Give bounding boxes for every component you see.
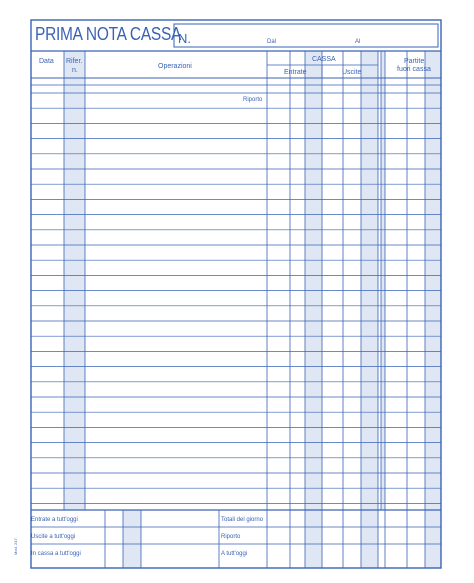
- outer-frame: [31, 20, 441, 568]
- footer-totali-label: Totali del giorno: [221, 517, 264, 523]
- from-label: Dal: [267, 39, 277, 45]
- col-entrate-header: Entrate: [284, 69, 307, 76]
- footer-riporto-label: Riporto: [221, 534, 241, 540]
- riporto-label: Riporto: [243, 97, 263, 103]
- side-code: Mod. 247: [13, 538, 18, 555]
- footer-shade-left: [123, 510, 141, 568]
- shaded-column-3: [425, 51, 441, 510]
- col-data-header: Data: [39, 58, 54, 65]
- shaded-divider-column: [381, 51, 385, 510]
- col-cassa-header: CASSA: [312, 56, 336, 63]
- col-rifer-n-header: n.: [72, 67, 78, 74]
- to-label: Al: [355, 39, 361, 45]
- footer-in-cassa-label: In cassa a tutt'oggi: [31, 551, 81, 557]
- col-operazioni-header: Operazioni: [158, 63, 192, 70]
- number-box: [174, 24, 438, 47]
- shaded-column-1: [305, 51, 322, 510]
- col-uscite-header: Uscite: [342, 69, 362, 76]
- footer-shade-2: [425, 510, 441, 568]
- footer-a-tuttoggi-label: A tutt'oggi: [221, 551, 248, 557]
- footer-uscite-label: Uscite a tutt'oggi: [31, 534, 76, 540]
- form-title: PRIMA NOTA CASSA: [35, 24, 182, 44]
- number-label: N.: [178, 31, 191, 46]
- footer-shade-1: [361, 510, 378, 568]
- col-fuori-cassa-header: fuori cassa: [397, 66, 431, 73]
- footer-shade-0: [305, 510, 322, 568]
- col-rifer-header: Rifer.: [66, 58, 83, 65]
- shaded-column-0: [64, 51, 85, 510]
- footer-entrate-label: Entrate a tutt'oggi: [31, 517, 78, 523]
- col-partite-header: Partite: [404, 58, 425, 65]
- shaded-column-2: [361, 51, 378, 510]
